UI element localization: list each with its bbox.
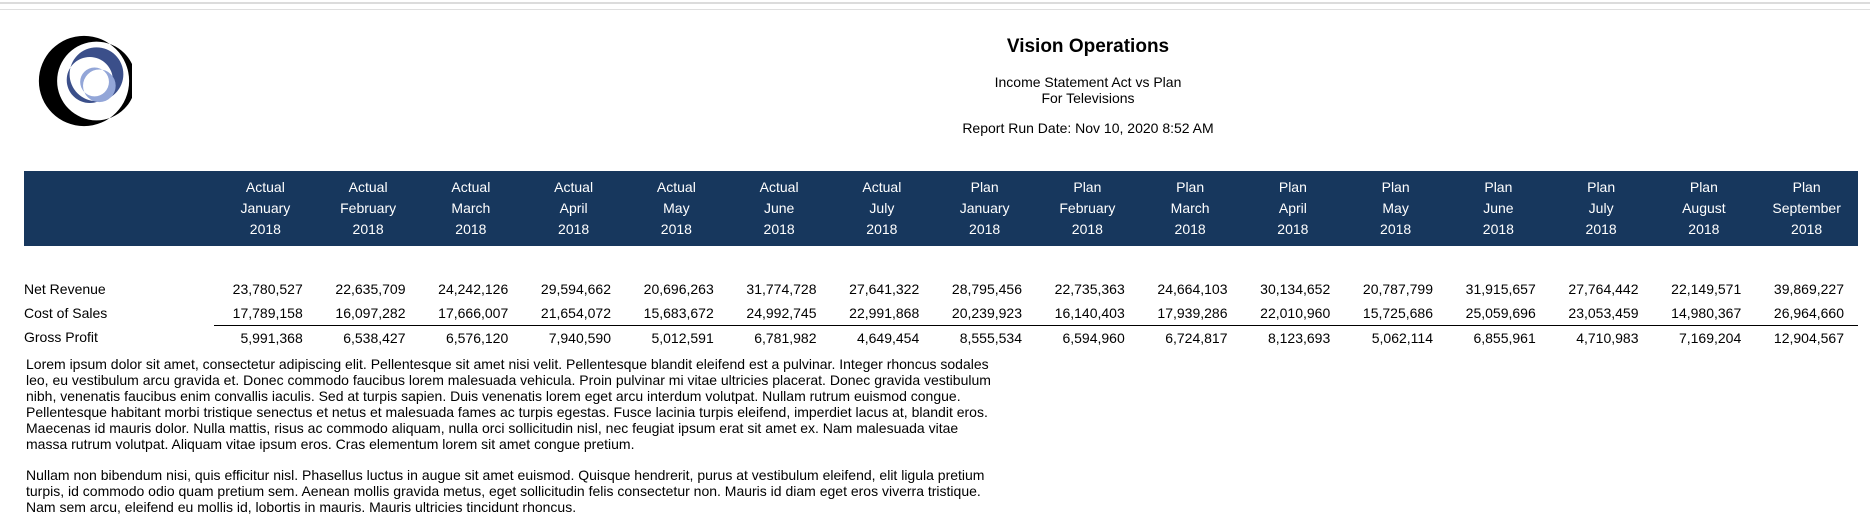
column-month: February: [340, 200, 397, 216]
note-line: Maecenas id mauris dolor. Nulla mattis, risus ac commodo aliquam, nulla orci sollicitudin nisl, nec feugiat ipsum erat sit amet ex. Nam malesuada vitae: [26, 420, 959, 436]
column-year: 2018: [969, 221, 1001, 237]
column-year: 2018: [866, 221, 898, 237]
page-title: Vision Operations: [1006, 36, 1170, 57]
table-cell: 4,710,983: [1576, 330, 1639, 346]
table-header-label-spacer: [24, 171, 214, 246]
company-swirl-logo: [36, 32, 132, 128]
column-year: 2018: [249, 221, 281, 237]
column-month: May: [663, 200, 690, 216]
note-line: nibh, venenatis faucibus enim convallis iaculis. Sed at turpis sapien. Duis venenatis lorem eget arcu interdum volutpat. Nullam rutrum euismod congue.: [26, 388, 961, 404]
table-body: [24, 277, 1858, 349]
note-line: turpis, id commodo odio quam pretium sem. Aenean mollis gravida metus, eget sollicitudin felis consectetur non. Mauris id diam eget eros viverra tristique.: [26, 483, 981, 499]
column-year: 2018: [1585, 221, 1617, 237]
table-cell: 6,781,982: [754, 330, 817, 346]
column-qualifier: Plan: [1176, 179, 1205, 195]
report-run-date: Report Run Date: Nov 10, 2020 8:52 AM: [962, 120, 1214, 136]
column-month: September: [1772, 200, 1841, 216]
table-cell: 24,242,126: [438, 281, 509, 297]
column-month: June: [763, 200, 795, 216]
column-header: [420, 171, 523, 246]
report-title-line: Income Statement Act vs Plan: [994, 74, 1182, 90]
column-qualifier: Actual: [451, 179, 491, 195]
table-cell: 22,149,571: [1671, 281, 1742, 297]
table-row: [24, 325, 1858, 349]
row-values: [214, 301, 1858, 325]
report-notes: [26, 356, 991, 530]
column-year: 2018: [1277, 221, 1309, 237]
table-cell: 23,053,459: [1568, 305, 1639, 321]
note-line: Nam sem arcu, eleifend eu mollis id, lobortis in mauris. Mauris ultricies tincidunt rhoncus.: [26, 499, 577, 515]
table-cell: 16,140,403: [1054, 305, 1125, 321]
table-cell: 7,169,204: [1678, 330, 1742, 346]
column-qualifier: Plan: [1381, 179, 1410, 195]
column-header: [317, 171, 420, 246]
table-cell: 31,774,728: [746, 281, 817, 297]
column-month: July: [1588, 200, 1614, 216]
column-qualifier: Plan: [1073, 179, 1102, 195]
table-cell: 6,576,120: [445, 330, 509, 346]
column-qualifier: Actual: [656, 179, 696, 195]
column-header: [522, 171, 625, 246]
table-header-columns: [214, 171, 1858, 246]
table-cell: 25,059,696: [1465, 305, 1536, 321]
income-statement-table: [24, 171, 1858, 349]
column-year: 2018: [352, 221, 384, 237]
column-year: 2018: [1380, 221, 1412, 237]
column-month: May: [1382, 200, 1409, 216]
table-cell: 27,764,442: [1568, 281, 1639, 297]
table-cell: 20,696,263: [643, 281, 714, 297]
column-qualifier: Plan: [970, 179, 999, 195]
column-qualifier: Actual: [245, 179, 285, 195]
column-header: [1036, 171, 1139, 246]
table-cell: 5,062,114: [1371, 330, 1433, 346]
table-cell: 15,725,686: [1362, 305, 1433, 321]
column-header: [1344, 171, 1447, 246]
column-year: 2018: [763, 221, 795, 237]
table-cell: 17,789,158: [232, 305, 303, 321]
column-header: [214, 171, 317, 246]
table-cell: 6,538,427: [343, 330, 406, 346]
table-cell: 6,855,961: [1473, 330, 1536, 346]
row-label: Net Revenue: [24, 281, 106, 297]
column-year: 2018: [1688, 221, 1720, 237]
column-header: [1242, 171, 1345, 246]
column-header: [1550, 171, 1653, 246]
table-cell: 4,649,454: [856, 330, 920, 346]
table-cell: 31,915,657: [1465, 281, 1536, 297]
column-year: 2018: [1071, 221, 1103, 237]
table-cell: 5,012,591: [651, 330, 714, 346]
table-cell: 14,980,367: [1671, 305, 1742, 321]
table-cell: 22,735,363: [1054, 281, 1125, 297]
column-month: August: [1682, 200, 1726, 216]
column-qualifier: Plan: [1689, 179, 1718, 195]
page-top-divider: [0, 2, 1870, 4]
row-label: Gross Profit: [24, 329, 98, 345]
column-qualifier: Actual: [862, 179, 902, 195]
note-line: massa rutrum volutpat. Aliquam vitae ipsum eros. Cras elementum lorem sit amet congue pretium.: [26, 436, 635, 452]
column-header: [933, 171, 1036, 246]
table-cell: 17,939,286: [1157, 305, 1228, 321]
column-header: [1755, 171, 1858, 246]
note-line: Nullam non bibendum nisi, quis efficitur nisl. Phasellus luctus in augue sit amet euismod. Quisque hendrerit, purus at vestibulum eleifend, elit ligula pretium: [26, 467, 985, 483]
table-cell: 6,594,960: [1062, 330, 1125, 346]
table-cell: 23,780,527: [232, 281, 303, 297]
column-month: April: [1278, 200, 1307, 216]
row-label: Cost of Sales: [24, 305, 108, 321]
note-line: leo, eu vestibulum arcu gravida et. Donec commodo faucibus lorem malesuada vehicula. Proin pulvinar mi vitae ultricies placerat. Donec gravida vestibulum: [26, 372, 991, 388]
column-month: March: [451, 200, 491, 216]
table-cell: 28,795,456: [951, 281, 1022, 297]
column-qualifier: Actual: [554, 179, 594, 195]
table-cell: 17,666,007: [438, 305, 509, 321]
note-line: Pellentesque habitant morbi tristique senectus et netus et malesuada fames ac turpis egestas. Fusce lacinia turpis eleifend, imperdiet lacus at, blandit eros.: [26, 404, 988, 420]
column-qualifier: Plan: [1587, 179, 1616, 195]
column-month: January: [959, 200, 1010, 216]
table-cell: 26,964,660: [1773, 305, 1844, 321]
table-cell: 8,123,693: [1267, 330, 1331, 346]
table-cell: 16,097,282: [335, 305, 406, 321]
table-cell: 5,991,368: [240, 330, 303, 346]
column-month: March: [1170, 200, 1210, 216]
column-year: 2018: [455, 221, 487, 237]
report-scope-line: For Televisions: [1041, 90, 1135, 106]
row-values: [214, 277, 1858, 301]
column-qualifier: Actual: [348, 179, 388, 195]
table-cell: 30,134,652: [1260, 281, 1331, 297]
column-header: [625, 171, 728, 246]
column-header: [831, 171, 934, 246]
column-header: [728, 171, 831, 246]
table-cell: 22,635,709: [335, 281, 406, 297]
note-line: Lorem ipsum dolor sit amet, consectetur adipiscing elit. Pellentesque sit amet nisi velit. Pellentesque blandit eleifend est a pulvinar. Integer rhoncus sodales: [26, 356, 989, 372]
table-cell: 29,594,662: [540, 281, 611, 297]
column-month: July: [869, 200, 895, 216]
table-cell: 20,787,799: [1362, 281, 1433, 297]
table-cell: 22,991,868: [849, 305, 920, 321]
column-header: [1139, 171, 1242, 246]
column-header: [1653, 171, 1756, 246]
row-values: [214, 325, 1858, 349]
table-cell: 6,724,817: [1165, 330, 1228, 346]
column-qualifier: Plan: [1278, 179, 1307, 195]
table-cell: 21,654,072: [540, 305, 611, 321]
table-cell: 8,555,534: [959, 330, 1022, 346]
table-row: [24, 277, 1858, 301]
report-title: [688, 74, 1488, 106]
table-cell: 15,683,672: [643, 305, 714, 321]
table-cell: 20,239,923: [951, 305, 1022, 321]
report-header: [688, 36, 1488, 136]
table-header-band: [24, 171, 1858, 246]
column-qualifier: Plan: [1792, 179, 1821, 195]
column-year: 2018: [1482, 221, 1514, 237]
column-header: [1447, 171, 1550, 246]
column-month: June: [1483, 200, 1514, 216]
table-cell: 24,992,745: [746, 305, 817, 321]
column-year: 2018: [660, 221, 692, 237]
column-year: 2018: [1174, 221, 1206, 237]
swirl-logo-graphic: [36, 32, 132, 128]
column-year: 2018: [558, 221, 590, 237]
column-qualifier: Actual: [759, 179, 799, 195]
table-cell: 24,664,103: [1157, 281, 1228, 297]
page-top-divider-secondary: [0, 9, 1870, 10]
table-cell: 39,869,227: [1773, 281, 1844, 297]
column-year: 2018: [1791, 221, 1823, 237]
note-paragraph: [26, 356, 991, 452]
column-qualifier: Plan: [1484, 179, 1513, 195]
column-month: February: [1059, 200, 1116, 216]
column-month: April: [559, 200, 588, 216]
column-month: January: [240, 200, 291, 216]
table-cell: 22,010,960: [1260, 305, 1331, 321]
table-row: [24, 301, 1858, 325]
table-cell: 7,940,590: [548, 330, 611, 346]
table-cell: 12,904,567: [1773, 330, 1844, 346]
table-cell: 27,641,322: [849, 281, 920, 297]
note-paragraph: [26, 467, 991, 515]
